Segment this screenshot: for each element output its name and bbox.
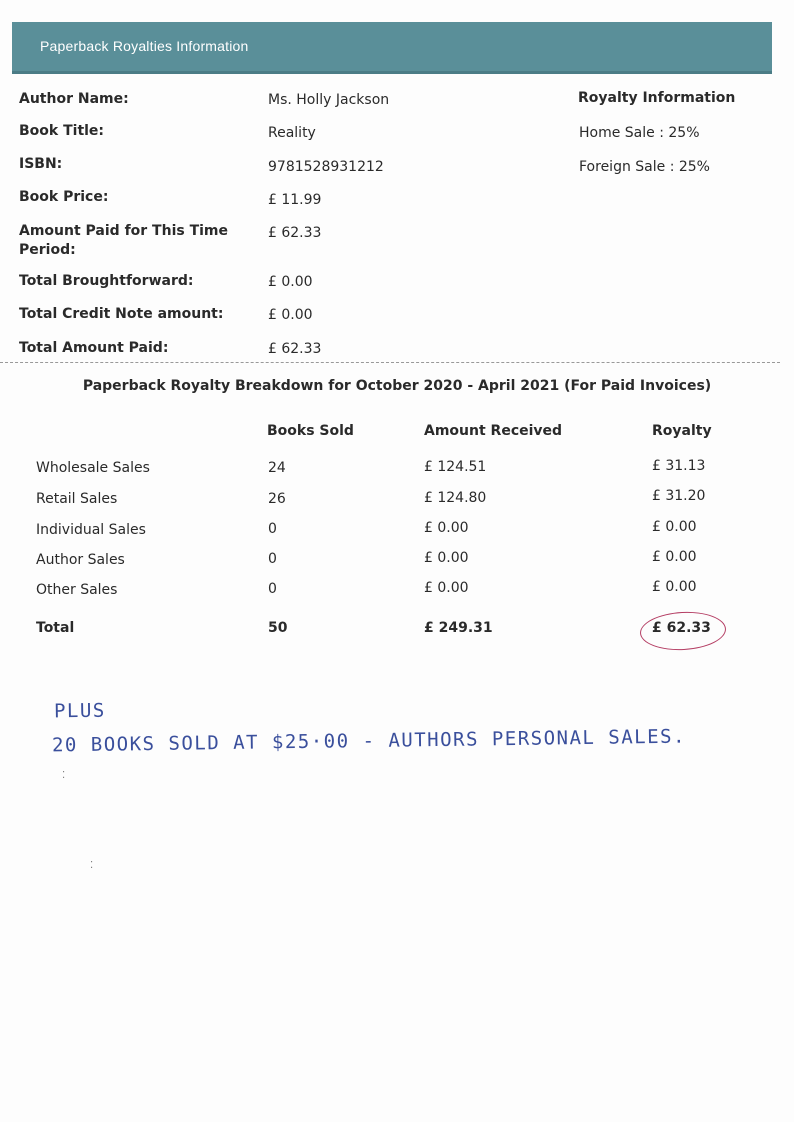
total-credit-note-value: £ 0.00 <box>268 307 313 323</box>
total-amount-received: £ 249.31 <box>424 620 493 636</box>
total-royalty: £ 62.33 <box>652 620 711 636</box>
row-sold: 24 <box>268 460 286 476</box>
row-royalty: £ 0.00 <box>652 579 697 595</box>
book-title-label: Book Title: <box>19 123 105 139</box>
total-broughtforward-label: Total Broughtforward: <box>19 273 194 289</box>
row-royalty: £ 0.00 <box>652 549 697 565</box>
royalty-info-heading: Royalty Information <box>578 90 736 106</box>
amount-paid-period-label: Amount Paid for This Time Period: <box>19 223 229 258</box>
foreign-sale-rate: Foreign Sale : 25% <box>579 159 710 175</box>
isbn-value: 9781528931212 <box>268 159 384 175</box>
page-title: Paperback Royalties Information <box>40 38 249 54</box>
scan-speck: ⁚ <box>90 860 94 871</box>
row-amount: £ 0.00 <box>424 580 469 596</box>
header-bar <box>12 22 772 74</box>
row-amount: £ 0.00 <box>424 550 469 566</box>
row-amount: £ 0.00 <box>424 520 469 536</box>
row-sold: 0 <box>268 521 277 537</box>
row-sold: 0 <box>268 551 277 567</box>
handwritten-note-line2: 20 BOOKS SOLD AT $25·00 - AUTHORS PERSONAL SALES. <box>51 725 687 757</box>
total-amount-paid-value: £ 62.33 <box>268 341 322 357</box>
row-royalty: £ 0.00 <box>652 519 697 535</box>
total-books-sold: 50 <box>268 620 288 636</box>
row-name: Other Sales <box>36 582 118 598</box>
amount-paid-period-value: £ 62.33 <box>268 225 322 241</box>
row-royalty: £ 31.13 <box>652 458 706 474</box>
breakdown-title: Paperback Royalty Breakdown for October 2020 - April 2021 (For Paid Invoices) <box>82 378 712 394</box>
row-name: Author Sales <box>36 552 125 568</box>
row-name: Individual Sales <box>36 522 146 538</box>
book-price-value: £ 11.99 <box>268 192 322 208</box>
row-amount: £ 124.51 <box>424 459 487 475</box>
row-royalty: £ 31.20 <box>652 488 706 504</box>
total-label: Total <box>36 620 75 636</box>
col-royalty: Royalty <box>652 423 712 439</box>
isbn-label: ISBN: <box>19 156 63 172</box>
book-title-value: Reality <box>268 125 316 141</box>
row-sold: 26 <box>268 491 286 507</box>
scan-speck: ⁚ <box>62 770 66 781</box>
total-broughtforward-value: £ 0.00 <box>268 274 313 290</box>
row-name: Retail Sales <box>36 491 118 507</box>
row-amount: £ 124.80 <box>424 490 487 506</box>
home-sale-rate: Home Sale : 25% <box>579 125 700 141</box>
handwritten-note-line1: PLUS <box>53 699 106 723</box>
total-amount-paid-label: Total Amount Paid: <box>19 340 169 356</box>
section-divider <box>0 362 780 363</box>
row-name: Wholesale Sales <box>36 460 150 476</box>
author-name-label: Author Name: <box>19 91 129 107</box>
handdrawn-circle <box>639 610 727 652</box>
book-price-label: Book Price: <box>19 189 109 205</box>
total-credit-note-label: Total Credit Note amount: <box>19 306 224 322</box>
col-amount-received: Amount Received <box>424 423 563 439</box>
col-books-sold: Books Sold <box>267 423 354 439</box>
author-name-value: Ms. Holly Jackson <box>268 92 390 108</box>
row-sold: 0 <box>268 581 277 597</box>
